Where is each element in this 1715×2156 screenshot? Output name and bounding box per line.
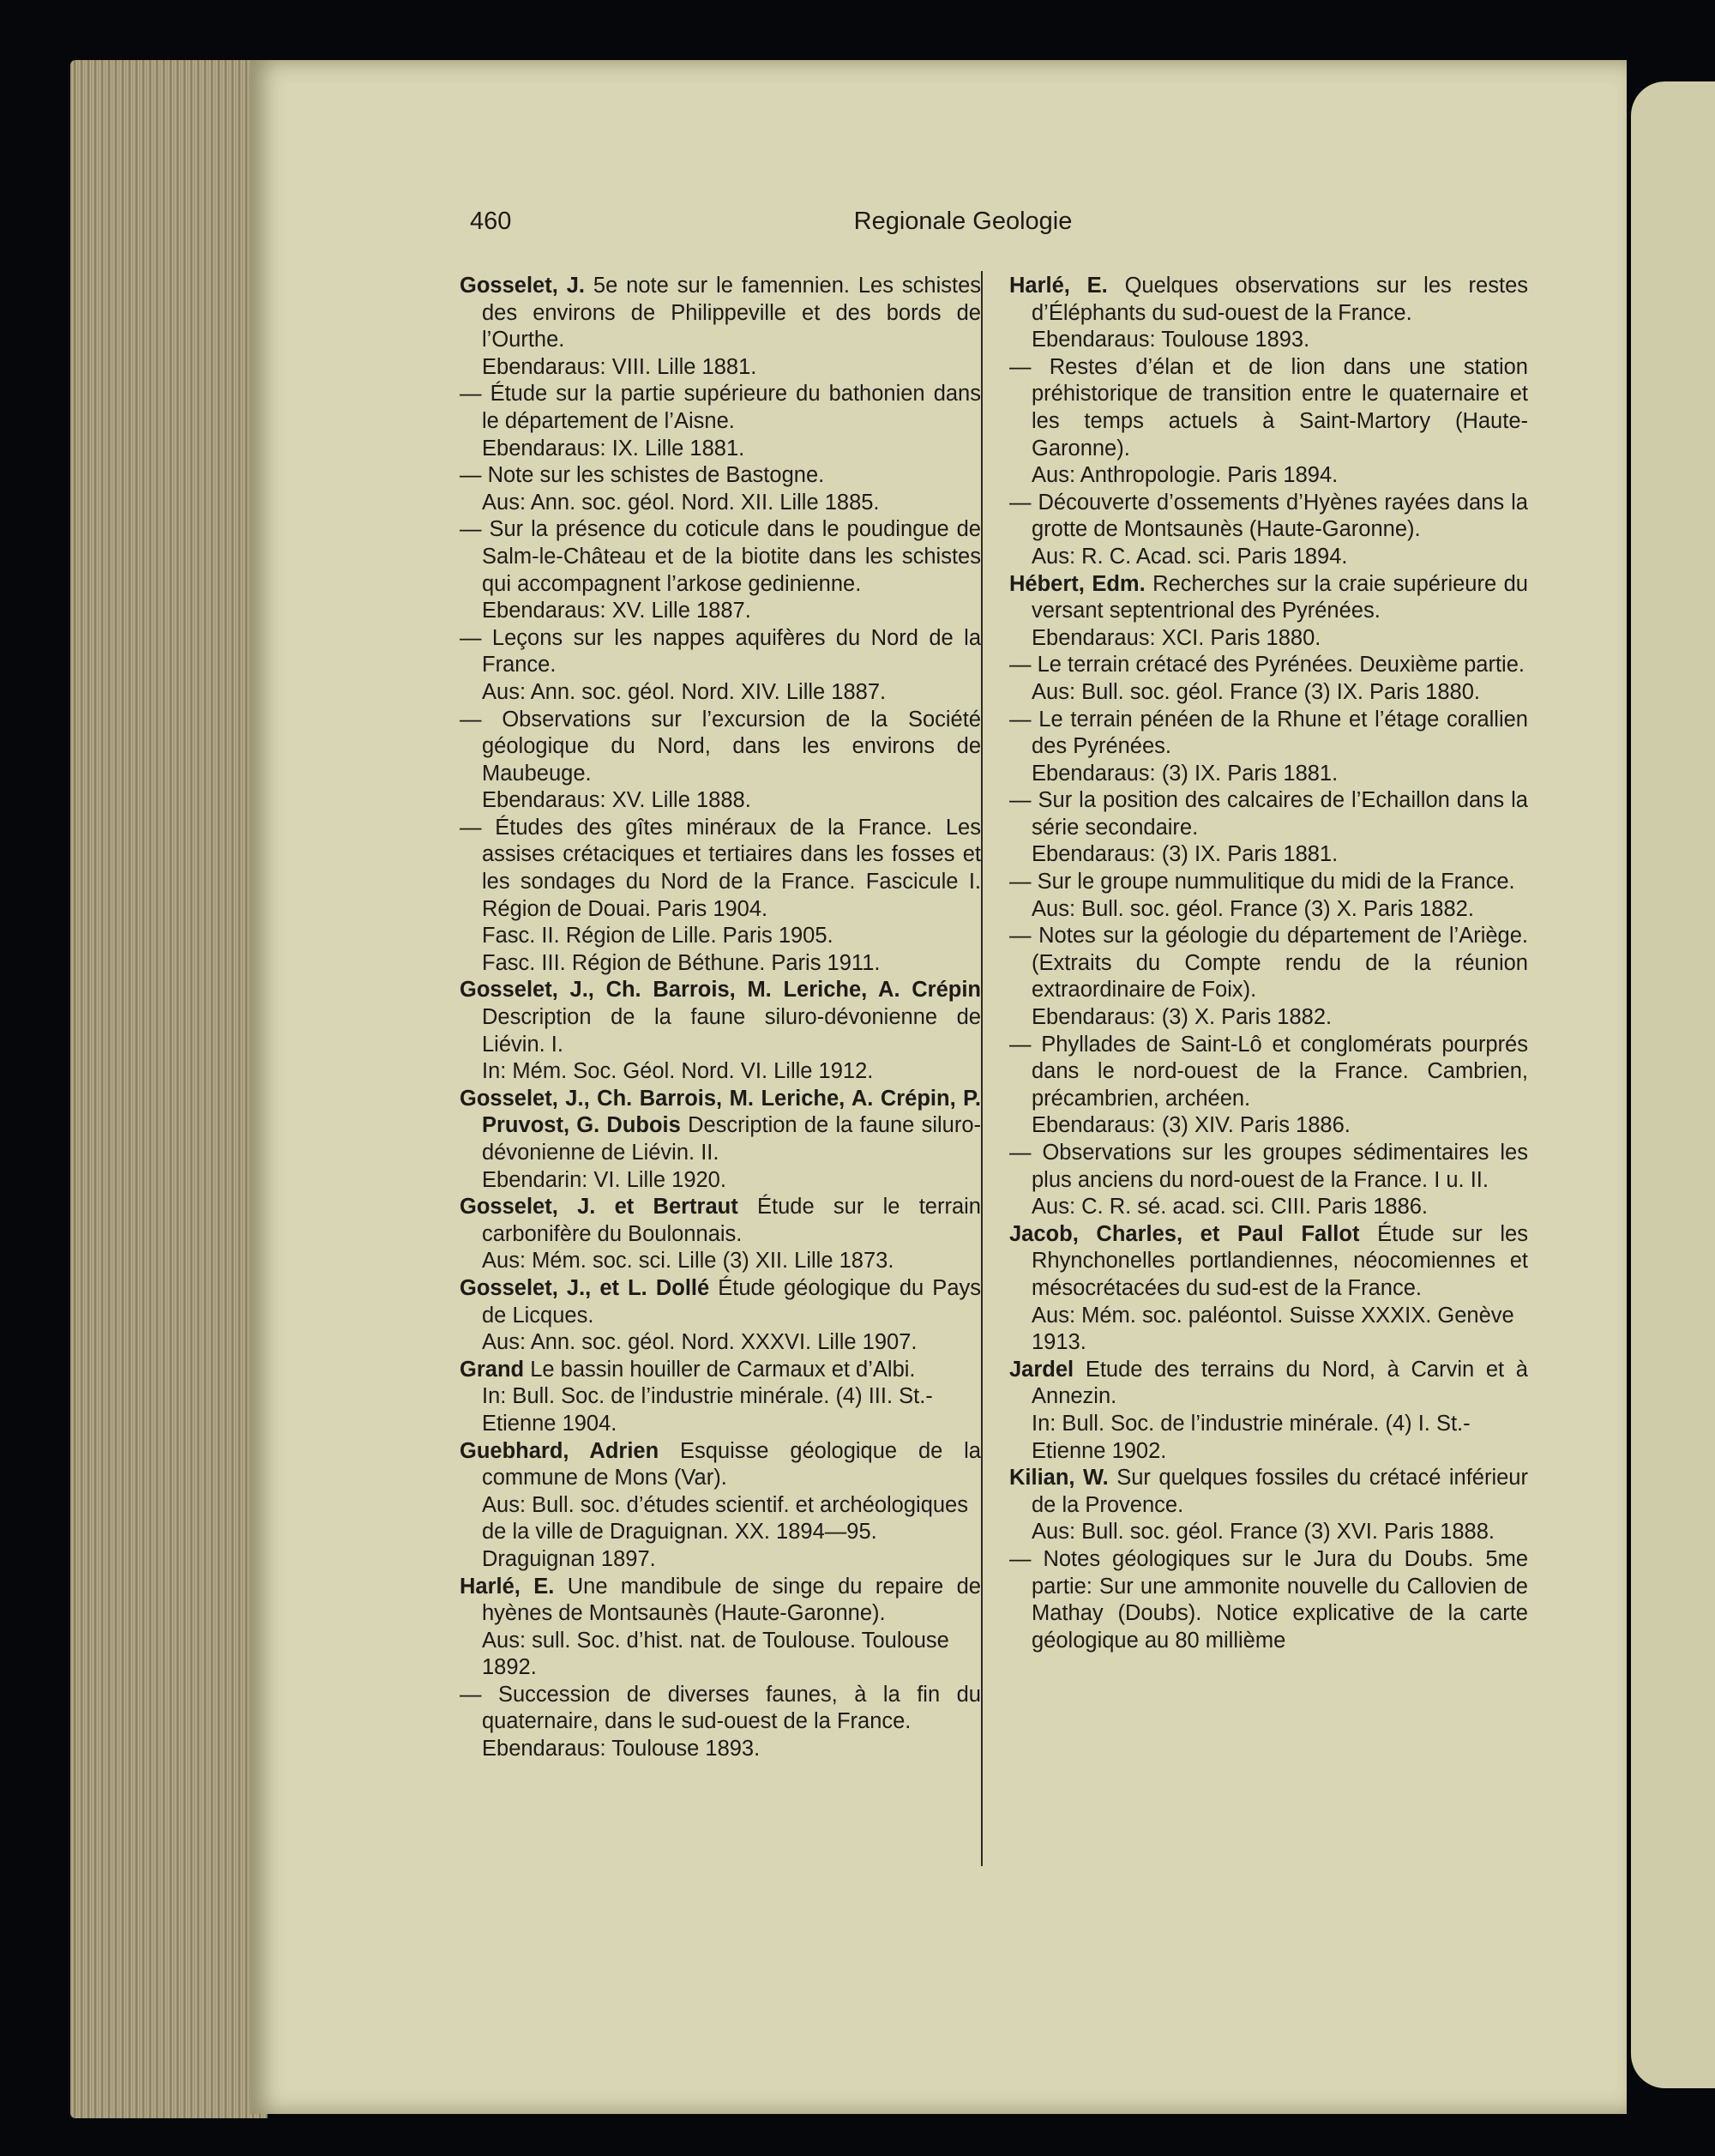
bibliography-entry (1009, 1357, 1528, 1411)
entry-source: Ebendaraus: XCI. Paris 1880. (1032, 625, 1321, 650)
entry-author: Gosselet, J. (460, 274, 585, 298)
entry-title: — Sur la position des calcaires de l’Echaillon dans la série secondaire. (1009, 788, 1528, 840)
entry-title: — Le terrain crétacé des Pyrénées. Deuxième partie. (1009, 653, 1525, 678)
entry-source: Ebendaraus: XV. Lille 1888. (482, 788, 751, 813)
entry-title: Description de la faune siluro-dévonienne de Liévin. II. (482, 1113, 981, 1165)
bibliography-entry (1009, 1140, 1528, 1194)
bibliography-entry (460, 516, 981, 598)
bibliography-entry (460, 1086, 981, 1167)
left-column (460, 273, 981, 1763)
entry-author: Harlé, E. (1009, 274, 1108, 298)
page-title: Regionale Geologie (853, 208, 1073, 235)
bibliography-entry (460, 1357, 981, 1384)
entry-title: — Observations sur les groupes sédimentaires les plus anciens du nord-ouest de la France. I u. II. (1009, 1141, 1528, 1192)
bibliography-entry (1009, 923, 1528, 1004)
entry-source: Aus: Mém. soc. sci. Lille (3) XII. Lille 1873. (482, 1249, 894, 1274)
entry-source: Aus: Mém. soc. paléontol. Suisse XXXIX. Genève 1913. (1032, 1303, 1514, 1355)
bibliography-entry (1009, 354, 1528, 462)
entry-title: — Observations sur l’excursion de la Société géologique du Nord, dans les environs de Maubeuge. (460, 707, 981, 786)
entry-source: Ebendaraus: IX. Lille 1881. (482, 436, 745, 461)
entry-source: Aus: Bull. soc. géol. France (3) XVI. Paris 1888. (1032, 1520, 1495, 1545)
bibliography-entry (1009, 869, 1528, 896)
entry-author: Gosselet, J. et Bertraut (460, 1195, 738, 1220)
entry-source: Aus: Anthropologie. Paris 1894. (1032, 463, 1339, 488)
entry-title: — Phyllades de Saint-Lô et conglomérats pourprés dans le nord-ouest de la France. Cambrien, précambrien, archéen. (1009, 1032, 1528, 1111)
bibliography-entry (1009, 571, 1528, 625)
entry-title: — Note sur les schistes de Bastogne. (460, 463, 825, 488)
entry-title: Etude des terrains du Nord, à Carvin et à Annezin. (1032, 1357, 1528, 1409)
entry-author: Kilian, W. (1009, 1466, 1109, 1491)
entry-source: Aus: Bull. soc. géol. France (3) IX. Paris 1880. (1032, 679, 1480, 704)
right-column (1009, 273, 1528, 1654)
entry-source: Ebendarin: VI. Lille 1920. (482, 1167, 726, 1192)
entry-source: Ebendaraus: Toulouse 1893. (482, 1737, 761, 1762)
entry-title: Le bassin houiller de Carmaux et d’Albi. (530, 1357, 916, 1382)
entry-title: Une mandibule de singe du repaire de hyènes de Montsaunès (Haute-Garonne). (482, 1574, 981, 1626)
entry-source: Aus: R. C. Acad. sci. Paris 1894. (1032, 544, 1348, 569)
entry-author: Jacob, Charles, et Paul Fallot (1009, 1221, 1360, 1246)
entry-author: Harlé, E. (460, 1574, 555, 1599)
entry-source: Aus: Ann. soc. géol. Nord. XIV. Lille 1887. (482, 679, 887, 704)
entry-source: In: Mém. Soc. Géol. Nord. VI. Lille 1912. (482, 1059, 874, 1084)
bibliography-entry (1009, 490, 1528, 544)
entry-title: Étude sur le terrain carbonifère du Boulonnais. (482, 1195, 981, 1246)
entry-title: 5e note sur le famennien. Les schistes des environs de Philippeville et des bords de l’Ourthe. (482, 274, 982, 352)
entry-title: Étude géologique du Pays de Licques. (482, 1275, 981, 1328)
entry-source: In: Bull. Soc. de l’industrie minérale. (4) I. St.-Etienne 1902. (1032, 1411, 1471, 1463)
page-edge-decoration (70, 60, 268, 2118)
bibliography-entry (460, 1682, 981, 1736)
bibliography-entry (460, 462, 981, 490)
bibliography-entry (1009, 652, 1528, 679)
entry-title: — Restes d’élan et de lion dans une station préhistorique de transition entre le quaternaire et les temps actuels à Saint-Martory (Haute-Garonne). (1009, 354, 1528, 461)
bibliography-entry (1009, 1465, 1528, 1519)
entry-author: Gosselet, J., et L. Dollé (460, 1275, 710, 1300)
entry-source: Ebendaraus: (3) IX. Paris 1881. (1032, 761, 1339, 786)
entry-source: Aus: Ann. soc. géol. Nord. XXXVI. Lille 1907. (482, 1330, 918, 1355)
entry-source: Fasc. III. Région de Béthune. Paris 1911. (482, 950, 881, 975)
entry-title: — Le terrain pénéen de la Rhune et l’étage corallien des Pyrénées. (1009, 707, 1528, 759)
entry-author: Gosselet, J., Ch. Barrois, M. Leriche, A. Crépin, P. Pruvost, G. Dubois (460, 1086, 981, 1138)
entry-author: Grand (460, 1357, 525, 1382)
entry-source: Ebendaraus: (3) XIV. Paris 1886. (1032, 1113, 1351, 1138)
bibliography-entry (460, 977, 981, 1058)
entry-title: — Leçons sur les nappes aquifères du Nord de la France. (460, 625, 981, 678)
bibliography-entry (460, 1574, 981, 1628)
column-divider (981, 271, 983, 1866)
bibliography-entry (1009, 1221, 1528, 1303)
entry-title: — Sur la présence du coticule dans le poudingue de Salm-le-Château et de la biotite dans les schistes qui accompagnent l’arkose gedinienne. (460, 517, 981, 596)
entry-source: In: Bull. Soc. de l’industrie minérale. (4) III. St.-Etienne 1904. (482, 1384, 933, 1436)
bibliography-entry (1009, 1032, 1528, 1113)
entry-title: — Étude sur la partie supérieure du bathonien dans le département de l’Aisne. (460, 382, 981, 433)
entry-title: Quelques observations sur les restes d’Éléphants du sud-ouest de la France. (1032, 274, 1529, 325)
bibliography-entry (460, 815, 981, 923)
entry-title: Description de la faune siluro-dévonienne de Liévin. I. (482, 1005, 981, 1057)
entry-source: Aus: Bull. soc. d’études scientif. et archéologiques de la ville de Draguignan. XX. 1894—95. Draguignan 1897. (482, 1492, 968, 1571)
entry-source: Ebendaraus: VIII. Lille 1881. (482, 354, 757, 379)
entry-source: Ebendaraus: (3) X. Paris 1882. (1032, 1005, 1333, 1030)
entry-title: Recherches sur la craie supérieure du versant septentrional des Pyrénées. (1032, 571, 1528, 623)
entry-source: Aus: sull. Soc. d’hist. nat. de Toulouse. Toulouse 1892. (482, 1628, 949, 1680)
entry-title: Étude sur les Rhynchonelles portlandiennes, néocomiennes et mésocrétacées du sud-est de la France. (1032, 1221, 1528, 1300)
bibliography-entry (460, 381, 981, 435)
bibliography-entry (1009, 1546, 1528, 1654)
bibliography-entry (1009, 787, 1528, 841)
bibliography-entry (460, 1194, 981, 1248)
entry-author: Hébert, Edm. (1009, 571, 1146, 596)
entry-title: Esquisse géologique de la commune de Mons (Var). (482, 1438, 981, 1491)
entry-source: Fasc. II. Région de Lille. Paris 1905. (482, 924, 833, 949)
entry-title: — Notes géologiques sur le Jura du Doubs. 5me partie: Sur une ammonite nouvelle du Callovien de Mathay (Doubs). Notice explicative de la carte géologique au 80 millième (1009, 1546, 1528, 1653)
facing-page-edge (1631, 81, 1715, 2088)
bibliography-entry (460, 273, 981, 354)
entry-author: Guebhard, Adrien (460, 1438, 659, 1463)
entry-title: — Sur le groupe nummulitique du midi de la France. (1009, 870, 1515, 894)
bibliography-entry (460, 1438, 981, 1492)
entry-source: Aus: Ann. soc. géol. Nord. XII. Lille 1885. (482, 490, 880, 515)
bibliography-entry (1009, 707, 1528, 761)
page-number: 460 (470, 208, 512, 235)
entry-title: — Études des gîtes minéraux de la France. Les assises crétaciques et tertiaires dans les fosses et les sondages du Nord de la France. Fascicule I. Région de Douai. Paris 1904. (460, 815, 981, 921)
running-head (470, 208, 1456, 242)
bibliography-entry (1009, 273, 1528, 327)
entry-title: — Découverte d’ossements d’Hyènes rayées dans la grotte de Montsaunès (Haute-Garonne). (1009, 490, 1528, 542)
bibliography-entry (460, 707, 981, 788)
entry-author: Jardel (1009, 1357, 1074, 1382)
bibliography-entry (460, 625, 981, 679)
entry-source: Ebendaraus: XV. Lille 1887. (482, 599, 751, 623)
entry-source: Aus: C. R. sé. acad. sci. CIII. Paris 1886. (1032, 1195, 1429, 1220)
entry-source: Aus: Bull. soc. géol. France (3) X. Paris 1882. (1032, 896, 1474, 921)
entry-title: — Notes sur la géologie du département de l’Ariège. (Extraits du Compte rendu de la réunion extraordinaire de Foix). (1009, 924, 1528, 1003)
entry-title: — Succession de diverses faunes, à la fin du quaternaire, dans le sud-ouest de la France. (460, 1682, 981, 1734)
entry-title: Sur quelques fossiles du crétacé inférieur de la Provence. (1032, 1466, 1528, 1517)
entry-author: Gosselet, J., Ch. Barrois, M. Leriche, A. Crépin (460, 978, 981, 1003)
entry-source: Ebendaraus: Toulouse 1893. (1032, 328, 1310, 352)
entry-source: Ebendaraus: (3) IX. Paris 1881. (1032, 842, 1339, 867)
bibliography-entry (460, 1275, 981, 1329)
